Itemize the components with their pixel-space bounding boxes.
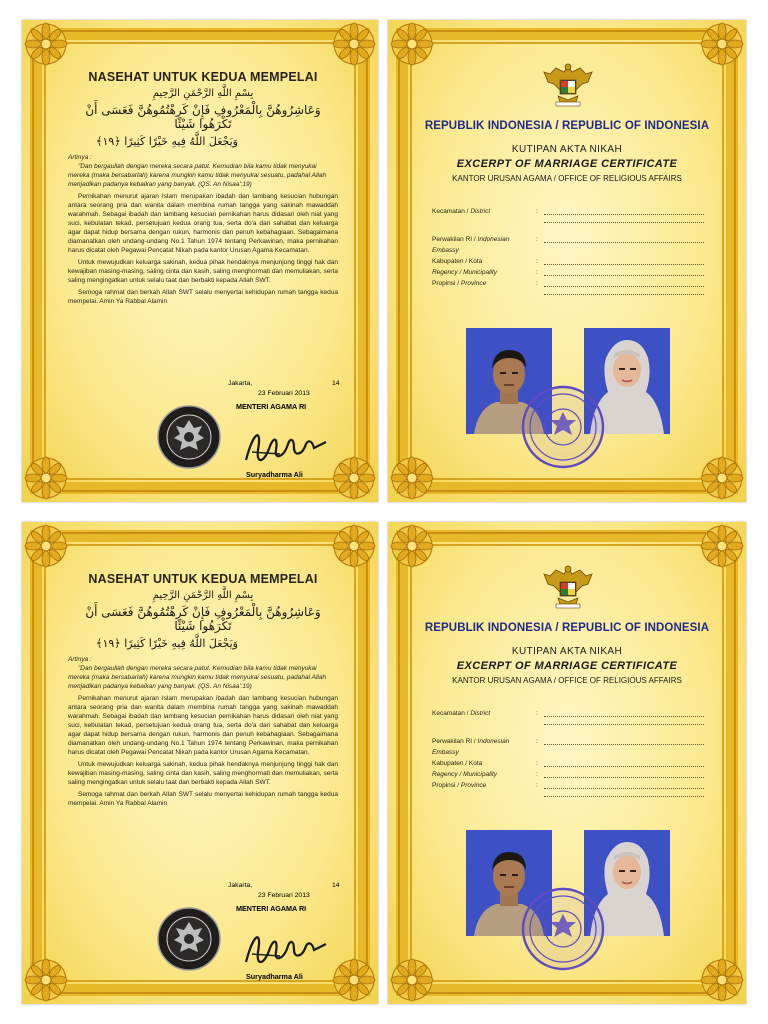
location-fields: [432, 710, 712, 804]
basmalah: بِسْمِ اللَّهِ الرَّحْمَنِ الرَّحِيمِ: [152, 590, 254, 601]
signature-icon: [240, 922, 330, 972]
field-district: Kecamatan / District :: [432, 208, 712, 219]
verse-translation: "Dan bergaullah dengan mereka secara patut. Kemudian bila kamu tidak menyukai mereka (maka bersabarlah) karena mungkin kamu tidak menyukai sesuatu, padahal Allah menjadikan padanya kebaikan yang banyak. (QS. An Nisaa':19): [68, 665, 327, 690]
advice-content: [68, 64, 338, 309]
signature-icon: [240, 420, 330, 470]
place-number: 14: [332, 882, 340, 889]
signature-block: [68, 882, 348, 982]
certificate-title: KUTIPAN AKTA NIKAH: [511, 646, 623, 657]
field-province: Propinsi / Province :: [432, 782, 712, 793]
corner-rosette-icon: [24, 22, 68, 66]
quran-verse-line-1: وَعَاشِرُوهُنَّ بِالْمَعْرُوفِ فَإِنْ كَرِهْتُمُوهُنَّ فَعَسَى أَنْ تَكْرَهُوا شَيْئًا: [85, 103, 321, 131]
signing-date: 23 Februari 2013: [258, 390, 310, 397]
ministry-seal-icon: [156, 404, 222, 470]
location-fields: [432, 208, 712, 302]
certificate-title: KUTIPAN AKTA NIKAH: [511, 144, 623, 155]
advice-paragraph-3: Semoga rahmat dan berkah Allah SWT selalu menyertai kehidupan rumah tangga kedua mempelai. Amin Ya Rabbal Alamin: [68, 289, 338, 305]
place-number: 14: [332, 380, 340, 387]
ministry-seal-icon: [156, 906, 222, 972]
garuda-emblem-icon: [542, 562, 594, 610]
corner-rosette-icon: [390, 958, 434, 1002]
corner-rosette-icon: [24, 456, 68, 500]
corner-rosette-icon: [24, 524, 68, 568]
translation-label: Artinya :: [68, 656, 92, 663]
advice-title: NASEHAT UNTUK KEDUA MEMPELAI: [88, 572, 318, 586]
signing-date: 23 Februari 2013: [258, 892, 310, 899]
corner-rosette-icon: [332, 524, 376, 568]
quran-verse-line-2: وَيَجْعَلَ اللَّهُ فِيهِ خَيْرًا كَثِيرًا ﴿١٩﴾: [96, 135, 238, 148]
corner-rosette-icon: [24, 958, 68, 1002]
corner-rosette-icon: [700, 524, 744, 568]
quran-verse-line-1: وَعَاشِرُوهُنَّ بِالْمَعْرُوفِ فَإِنْ كَرِهْتُمُوهُنَّ فَعَسَى أَنْ تَكْرَهُوا شَيْئًا: [85, 605, 321, 633]
office-name: KANTOR URUSAN AGAMA / OFFICE OF RELIGIOUS AFFAIRS: [452, 174, 682, 183]
quran-verse-line-2: وَيَجْعَلَ اللَّهُ فِيهِ خَيْرًا كَثِيرًا ﴿١٩﴾: [96, 637, 238, 650]
field-province: Propinsi / Province :: [432, 280, 712, 291]
certificate-spread-bottom: [22, 522, 746, 1004]
certificate-title-english: EXCERPT OF MARRIAGE CERTIFICATE: [456, 158, 678, 170]
field-regency: Kabupaten / Kota :: [432, 760, 712, 771]
field-regency-en: Regency / Municipality :: [432, 269, 712, 280]
certificate-spread-top: [22, 20, 746, 502]
advice-paragraph-1: Pernikahan menurut ajaran Islam merupakan ibadah dan lambang kesucian hubungan antara seorang pria dan wanita dalam membina rumah tangga yang sakinah mawaddah warahmah. Sebagai ibadah dan lambang kesucian pernikahan harus didasari oleh niat yang suci, kebulatan tekad, persetujuan kedua orang tua, serta do'a dari sahabat dan keluarga agar dapat hidup bersama dengan rukun, harmonis dan penuh kebahagiaan. Sebagaimana diamanatkan oleh undang-undang No.1 Tahun 1974 tentang Perkawinan, maka pernikahan harus dicatat oleh Pegawai Pencatat Nikah pada kantor Urusan Agama Kecamatan.: [68, 193, 338, 254]
field-regency: Kabupaten / Kota :: [432, 258, 712, 269]
advice-paragraph-2: Untuk mewujudkan keluarga sakinah, kedua pihak hendaknya menjunjung tinggi hak dan kewajiban masing-masing, saling cinta dan kasih, saling menghormati dan memuliakan, serta saling mengingatkan untuk selalu taat dan berbakti kepada Allah SWT.: [68, 259, 338, 284]
place: Jakarta,: [228, 882, 253, 889]
field-embassy: Perwakilan RI / Indonesian :: [432, 738, 712, 749]
advice-page: [22, 522, 378, 1004]
corner-rosette-icon: [390, 22, 434, 66]
country-heading: REPUBLIK INDONESIA / REPUBLIC OF INDONESIA: [424, 120, 710, 132]
field-embassy-en: Embassy: [432, 749, 459, 756]
religious-affairs-stamp-icon: [520, 886, 606, 972]
certificate-page: [388, 20, 746, 502]
advice-title: NASEHAT UNTUK KEDUA MEMPELAI: [88, 70, 318, 84]
field-blank-line: [432, 291, 712, 302]
religious-affairs-stamp-icon: [520, 384, 606, 470]
certificate-title-english: EXCERPT OF MARRIAGE CERTIFICATE: [456, 660, 678, 672]
field-district: Kecamatan / District :: [432, 710, 712, 721]
corner-rosette-icon: [700, 456, 744, 500]
field-embassy-en: Embassy: [432, 247, 459, 254]
field-regency-en: Regency / Municipality :: [432, 771, 712, 782]
certificate-page: [388, 522, 746, 1004]
field-blank-line: [432, 219, 712, 230]
translation-label: Artinya :: [68, 154, 92, 161]
signature-block: [68, 380, 348, 480]
advice-paragraph-2: Untuk mewujudkan keluarga sakinah, kedua pihak hendaknya menjunjung tinggi hak dan kewajiban masing-masing, saling cinta dan kasih, saling menghormati dan memuliakan, serta saling mengingatkan untuk selalu taat dan berbakti kepada Allah SWT.: [68, 761, 338, 786]
verse-translation: "Dan bergaullah dengan mereka secara patut. Kemudian bila kamu tidak menyukai mereka (maka bersabarlah) karena mungkin kamu tidak menyukai sesuatu, padahal Allah menjadikan padanya kebaikan yang banyak. (QS. An Nisaa':19): [68, 163, 327, 188]
office-name: KANTOR URUSAN AGAMA / OFFICE OF RELIGIOUS AFFAIRS: [452, 676, 682, 685]
field-embassy: Perwakilan RI / Indonesian :: [432, 236, 712, 247]
garuda-emblem-icon: [542, 60, 594, 108]
official-name: Suryadharma Ali: [246, 972, 303, 981]
basmalah: بِسْمِ اللَّهِ الرَّحْمَنِ الرَّحِيمِ: [152, 88, 254, 99]
corner-rosette-icon: [700, 958, 744, 1002]
official-title: MENTERI AGAMA RI: [236, 402, 307, 411]
place: Jakarta,: [228, 380, 253, 387]
advice-content: [68, 566, 338, 811]
corner-rosette-icon: [332, 22, 376, 66]
field-blank-line: [432, 793, 712, 804]
advice-paragraph-3: Semoga rahmat dan berkah Allah SWT selalu menyertai kehidupan rumah tangga kedua mempelai. Amin Ya Rabbal Alamin: [68, 791, 338, 807]
advice-paragraph-1: Pernikahan menurut ajaran Islam merupakan ibadah dan lambang kesucian hubungan antara seorang pria dan wanita dalam membina rumah tangga yang sakinah mawaddah warahmah. Sebagai ibadah dan lambang kesucian pernikahan harus didasari oleh niat yang suci, kebulatan tekad, persetujuan kedua orang tua, serta do'a dari sahabat dan keluarga agar dapat hidup bersama dengan rukun, harmonis dan penuh kebahagiaan. Sebagaimana diamanatkan oleh undang-undang No.1 Tahun 1974 tentang Perkawinan, maka pernikahan harus dicatat oleh Pegawai Pencatat Nikah pada kantor Urusan Agama Kecamatan.: [68, 695, 338, 756]
official-name: Suryadharma Ali: [246, 470, 303, 479]
field-blank-line: [432, 721, 712, 732]
corner-rosette-icon: [390, 524, 434, 568]
advice-page: [22, 20, 378, 502]
country-heading: REPUBLIK INDONESIA / REPUBLIC OF INDONESIA: [424, 622, 710, 634]
official-title: MENTERI AGAMA RI: [236, 904, 307, 913]
corner-rosette-icon: [700, 22, 744, 66]
corner-rosette-icon: [390, 456, 434, 500]
